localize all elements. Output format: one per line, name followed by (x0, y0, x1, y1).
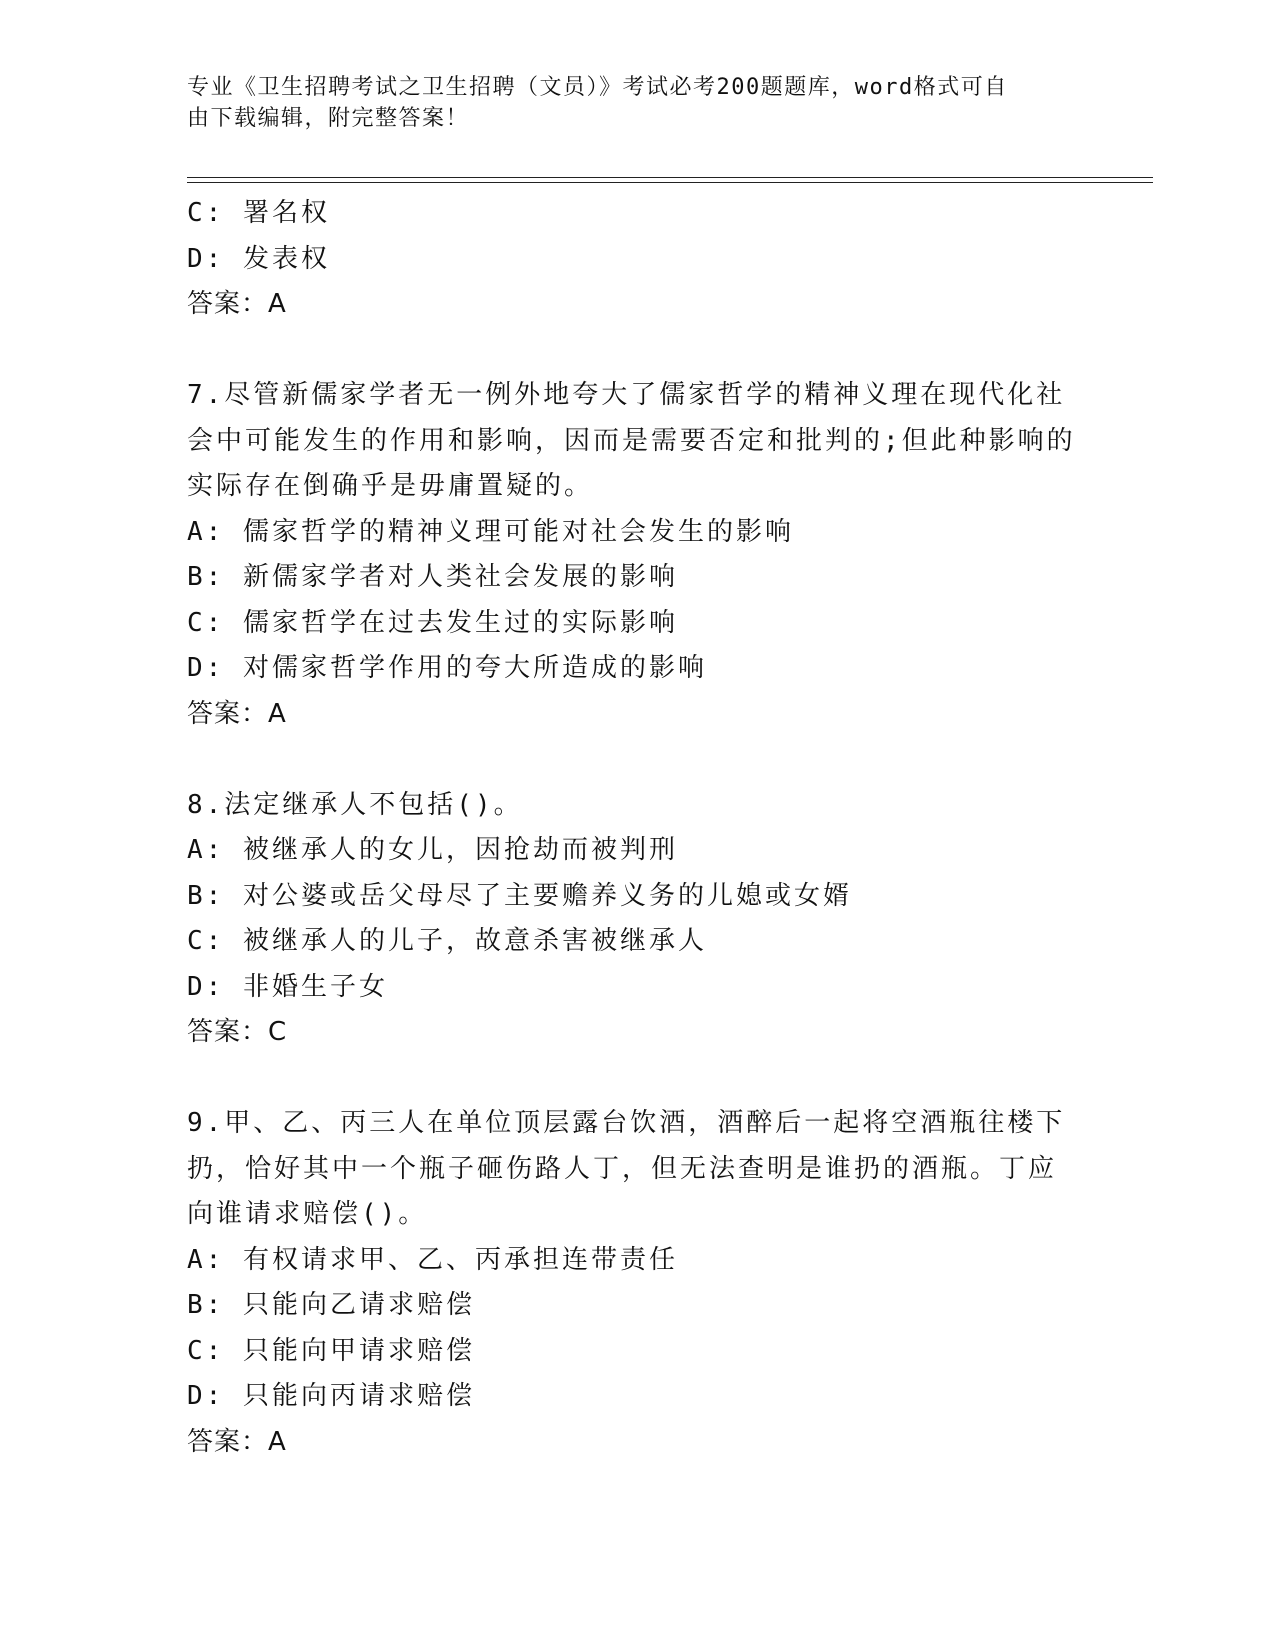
prev-option-d: D: 发表权 (187, 243, 330, 274)
question-text-line: 9.甲、乙、丙三人在单位顶层露台饮酒，酒醉后一起将空酒瓶往楼下 (187, 1108, 1066, 1138)
option-b: B: 对公婆或岳父母尽了主要赡养义务的儿媳或女婿 (187, 880, 852, 911)
question-text-line: 实际存在倒确乎是毋庸置疑的。 (187, 471, 594, 501)
answer: 答案：C (187, 1017, 288, 1047)
question-7 (187, 373, 1087, 737)
spacer (187, 328, 1087, 374)
prev-option-c: C: 署名权 (187, 198, 330, 228)
option-b: B: 只能向乙请求赔偿 (187, 1290, 475, 1320)
option-d: D: 对儒家哲学作用的夸大所造成的影响 (187, 653, 707, 683)
question-text-line: 8.法定继承人不包括()。 (187, 789, 523, 820)
question-text-line: 扔，恰好其中一个瓶子砸伤路人丁，但无法查明是谁扔的酒瓶。丁应 (187, 1153, 1058, 1184)
question-text-line: 会中可能发生的作用和影响，因而是需要否定和批判的;但此种影响的 (187, 425, 1076, 456)
spacer (187, 1056, 1087, 1102)
question-9 (187, 1101, 1087, 1465)
option-a: A: 有权请求甲、乙、丙承担连带责任 (187, 1244, 678, 1275)
answer: 答案：A (187, 698, 287, 729)
header-rule-bottom (187, 182, 1153, 183)
question-text-line: 7.尽管新儒家学者无一例外地夸大了儒家哲学的精神义理在现代化社 (187, 380, 1066, 410)
option-c: C: 儒家哲学在过去发生过的实际影响 (187, 607, 678, 638)
document-header (187, 72, 1067, 134)
question-text-line: 向谁请求赔偿()。 (187, 1199, 428, 1229)
question-list (187, 191, 1087, 1465)
option-a: A: 被继承人的女儿，因抢劫而被判刑 (187, 835, 678, 865)
prev-answer: 答案：A (187, 289, 287, 319)
header-line-1: 专业《卫生招聘考试之卫生招聘（文员）》考试必考200题题库，word格式可自 (187, 75, 1008, 100)
option-d: D: 只能向丙请求赔偿 (187, 1381, 475, 1411)
option-c: C: 只能向甲请求赔偿 (187, 1335, 475, 1366)
spacer (187, 737, 1087, 783)
option-b: B: 新儒家学者对人类社会发展的影响 (187, 562, 678, 592)
option-c: C: 被继承人的儿子，故意杀害被继承人 (187, 926, 707, 956)
header-line-2: 由下载编辑，附完整答案！ (187, 106, 470, 131)
option-d: D: 非婚生子女 (187, 971, 388, 1002)
option-a: A: 儒家哲学的精神义理可能对社会发生的影响 (187, 516, 794, 547)
header-rule-top (187, 177, 1153, 178)
answer: 答案：A (187, 1426, 287, 1457)
question-8 (187, 783, 1087, 1056)
